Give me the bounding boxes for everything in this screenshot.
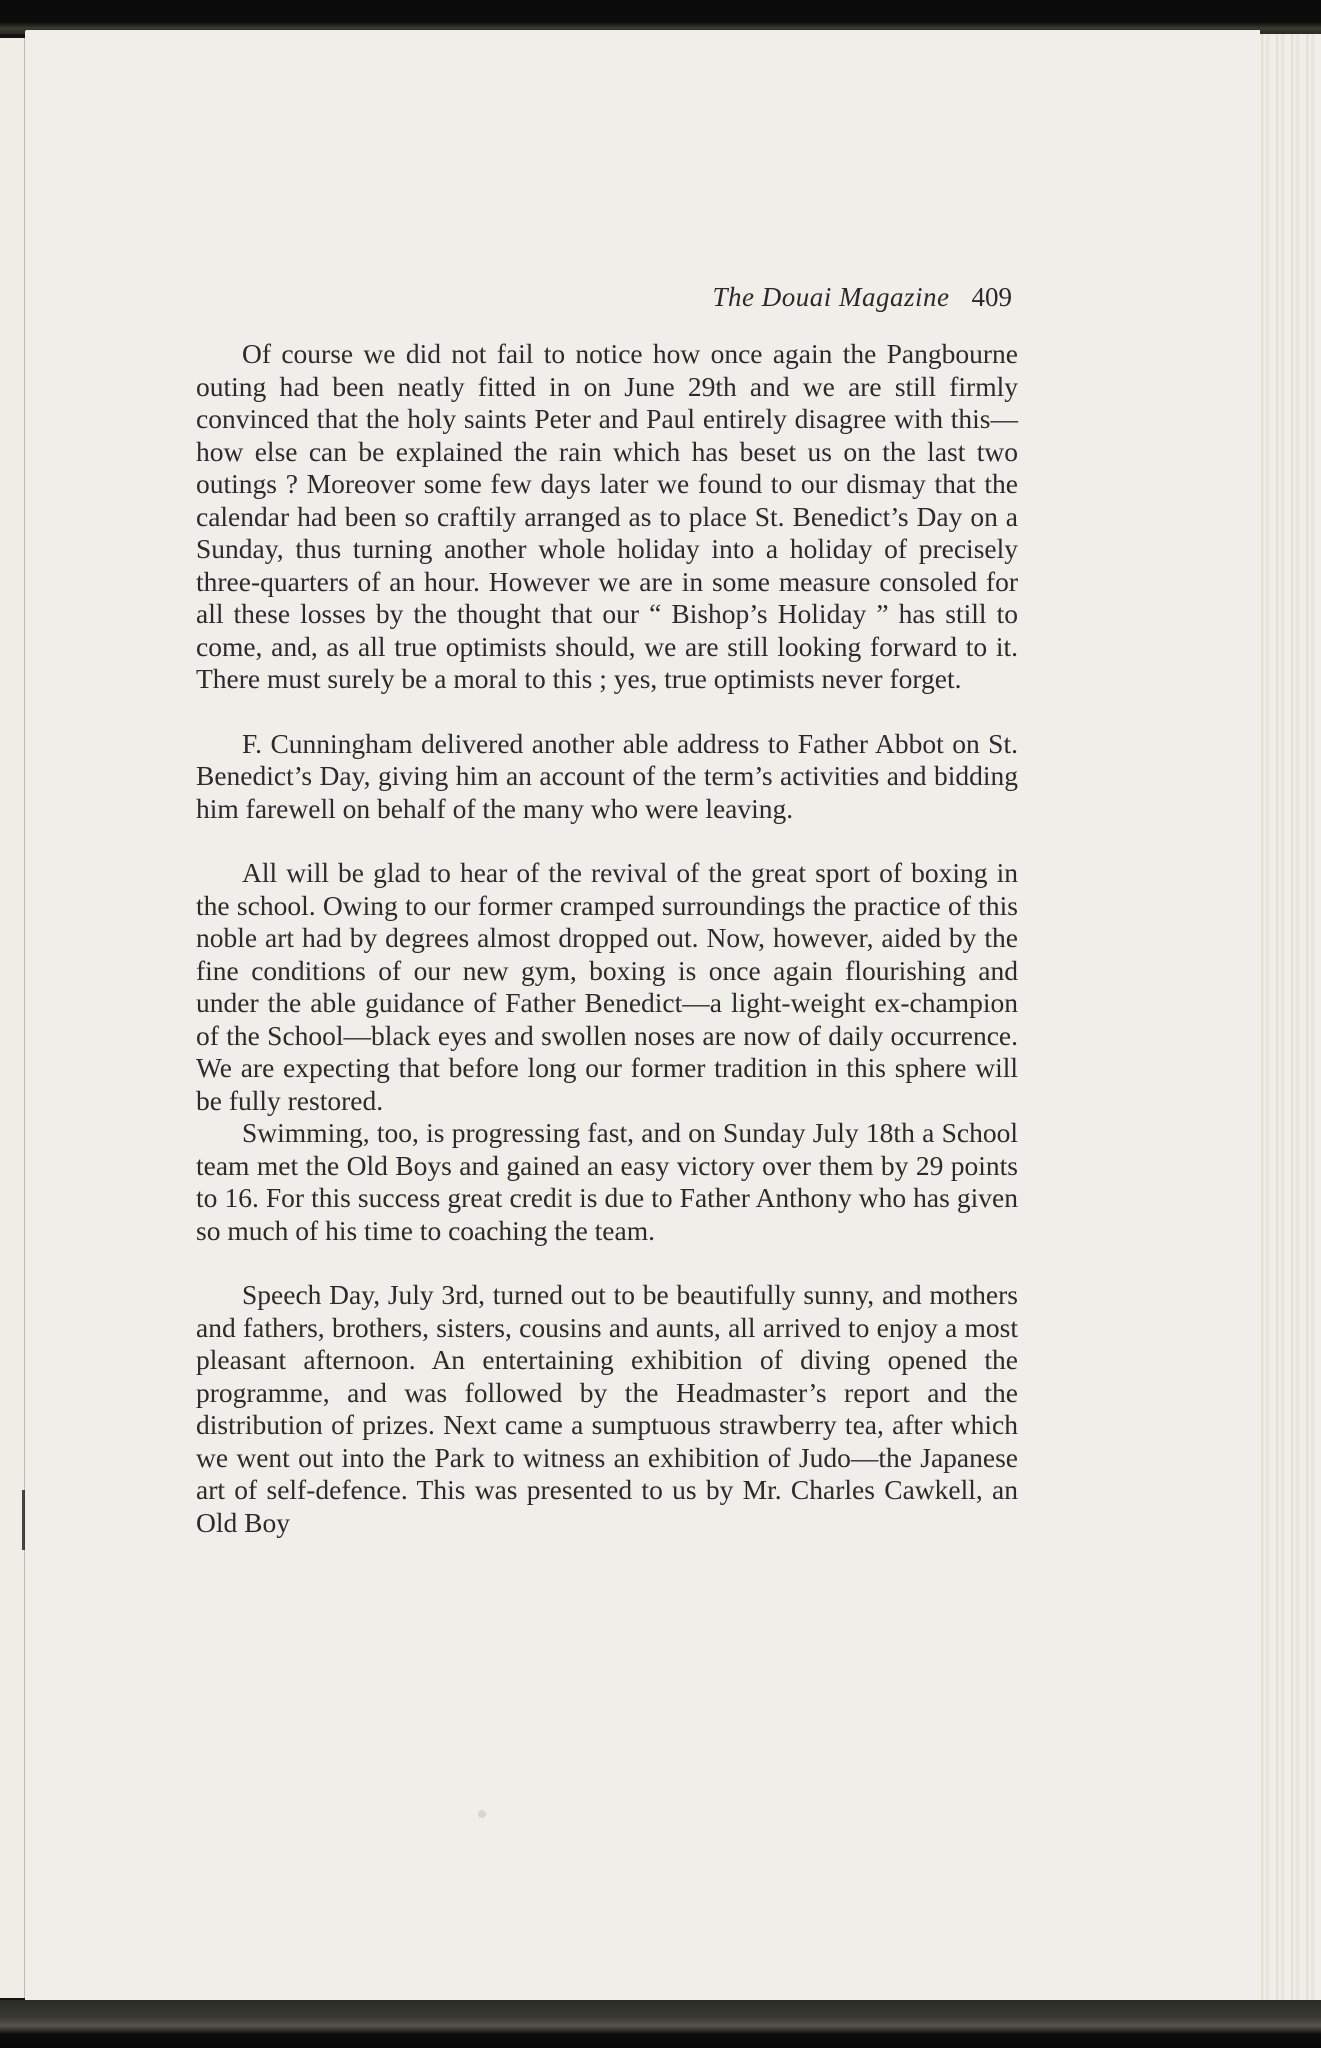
running-header bbox=[560, 282, 1012, 313]
paragraph-swimming: Swimming, too, is progressing fast, and on Sunday July 18th a School team met the Old Boys and gained an easy victory over them by 29 points to 16. For this success great credit is due to Father Anthony who has given so much of his time to coaching the team. bbox=[196, 1117, 1018, 1246]
page-number: 409 bbox=[971, 282, 1012, 312]
scan-bottom-border bbox=[0, 2000, 1321, 2048]
paragraph-st-benedicts-address: F. Cunningham delivered another able address to Father Abbot on St. Benedict’s Day, giving him an account of the term’s activities and bidding him farewell on behalf of the many who were leaving. bbox=[196, 727, 1018, 824]
paper-speck bbox=[478, 1810, 486, 1818]
paragraph-boxing: All will be glad to hear of the revival of the great sport of boxing in the school. Owing to our former cramped surroundings the practice of this noble art had by degrees almost dropped out. Now, however, aided by the fine conditions of our new gym, boxing is once again flourishing and under the able guidance of Father Benedict—a light-weight ex-champion of the School—black eyes and swollen noses are now of daily occurrence. We are expecting that before long our former tradition in this sphere will be fully restored. bbox=[196, 857, 1018, 1116]
article-body bbox=[196, 338, 1018, 1539]
facing-page-edge bbox=[0, 38, 25, 1998]
scan-top-border bbox=[0, 0, 1321, 34]
paragraph-speech-day: Speech Day, July 3rd, turned out to be beautifully sunny, and mothers and fathers, brothers, sisters, cousins and aunts, all arrived to enjoy a most pleasant afternoon. An entertaining exhibition of diving opened the programme, and was followed by the Headmaster’s report and the distribution of prizes. Next came a sumptuous strawberry tea, after which we went out into the Park to witness an exhibition of Judo—the Japanese art of self-defence. This was presented to us by Mr. Charles Cawkell, an Old Boy bbox=[196, 1279, 1018, 1538]
running-title: The Douai Magazine bbox=[712, 282, 950, 312]
paragraph-pangbourne-outing: Of course we did not fail to notice how once again the Pangbourne outing had been neatly fitted in on June 29th and we are still firmly convinced that the holy saints Peter and Paul entirely disagree with this—how else can be explained the rain which has beset us on the last two outings ? Moreover some few days later we found to our dismay that the calendar had been so craftily arranged as to place St. Benedict’s Day on a Sunday, thus turning another whole holiday into a holiday of precisely three-quarters of an hour. However we are in some measure consoled for all these losses by the thought that our “ Bishop’s Holiday ” has still to come, and, as all true optimists should, we are still looking forward to it. There must surely be a moral to this ; yes, true optimists never forget. bbox=[196, 338, 1018, 694]
